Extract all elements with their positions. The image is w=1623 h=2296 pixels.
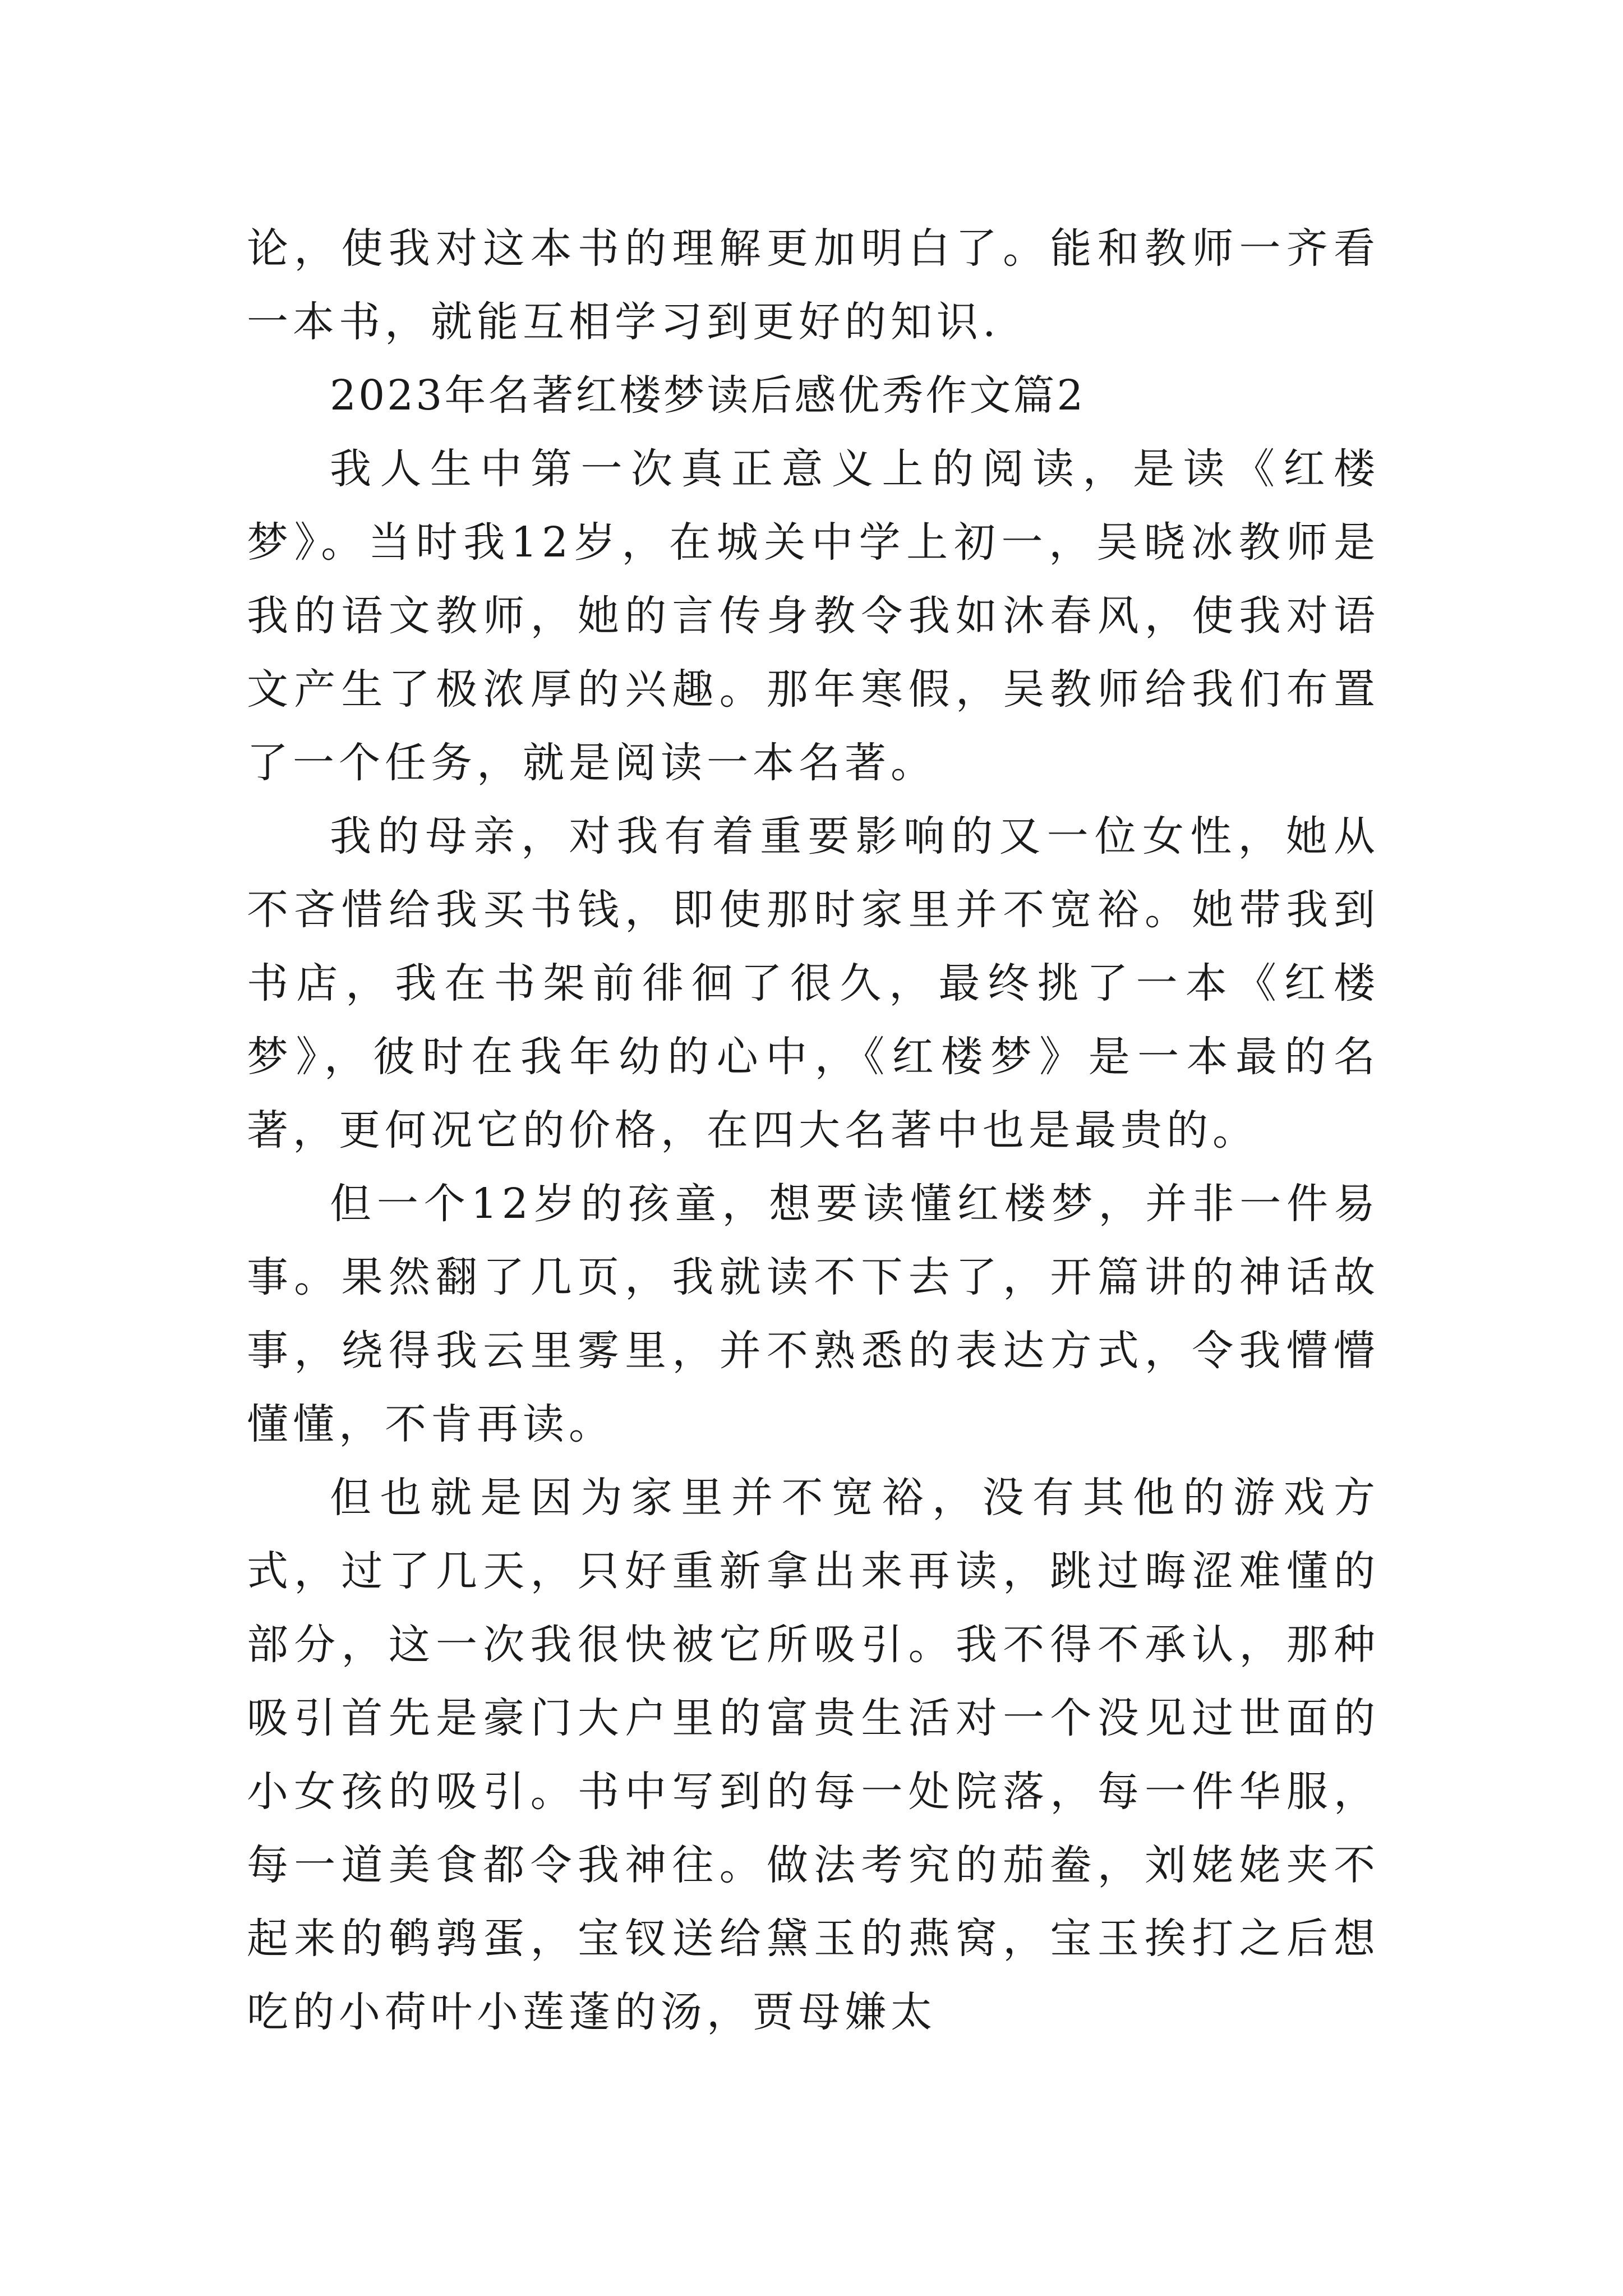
paragraph-rereading: 但也就是因为家里并不宽裕，没有其他的游戏方式，过了几天，只好重新拿出来再读，跳过晦涩难懂的部分，这一次我很快被它所吸引。我不得不承认，那种吸引首先是豪门大户里的富贵生活对一个没见过世面的小女孩的吸引。书中写到的每一处院落，每一件华服，每一道美食都令我神往。做法考究的茄鲞，刘姥姥夹不起来的鹌鹑蛋，宝钗送给黛玉的燕窝，宝玉挨打之后想吃的小荷叶小莲蓬的汤，贾母嫌太 [247, 1474, 1380, 2036]
paragraph-continuation: 论，使我对这本书的理解更加明白了。能和教师一齐看一本书，就能互相学习到更好的知识. [247, 224, 1380, 346]
paragraph-first-reading: 我人生中第一次真正意义上的阅读，是读《红楼梦》。当时我12岁，在城关中学上初一，吴晓冰教师是我的语文教师，她的言传身教令我如沐春风，使我对语文产生了极浓厚的兴趣。那年寒假，吴教师给我们布置了一个任务，就是阅读一本名著。 [247, 445, 1380, 787]
essay-heading: 2023年名著红楼梦读后感优秀作文篇2 [330, 371, 1086, 420]
paragraph-difficulty: 但一个12岁的孩童，想要读懂红楼梦，并非一件易事。果然翻了几页，我就读不下去了，开篇讲的神话故事，绕得我云里雾里，并不熟悉的表达方式，令我懵懵懂懂，不肯再读。 [247, 1180, 1380, 1448]
document-body [247, 212, 1380, 2049]
paragraph-mother: 我的母亲，对我有着重要影响的又一位女性，她从不吝惜给我买书钱，即使那时家里并不宽裕。她带我到书店，我在书架前徘徊了很久，最终挑了一本《红楼梦》，彼时在我年幼的心中，《红楼梦》是一本最的名著，更何况它的价格，在四大名著中也是最贵的。 [247, 812, 1380, 1154]
